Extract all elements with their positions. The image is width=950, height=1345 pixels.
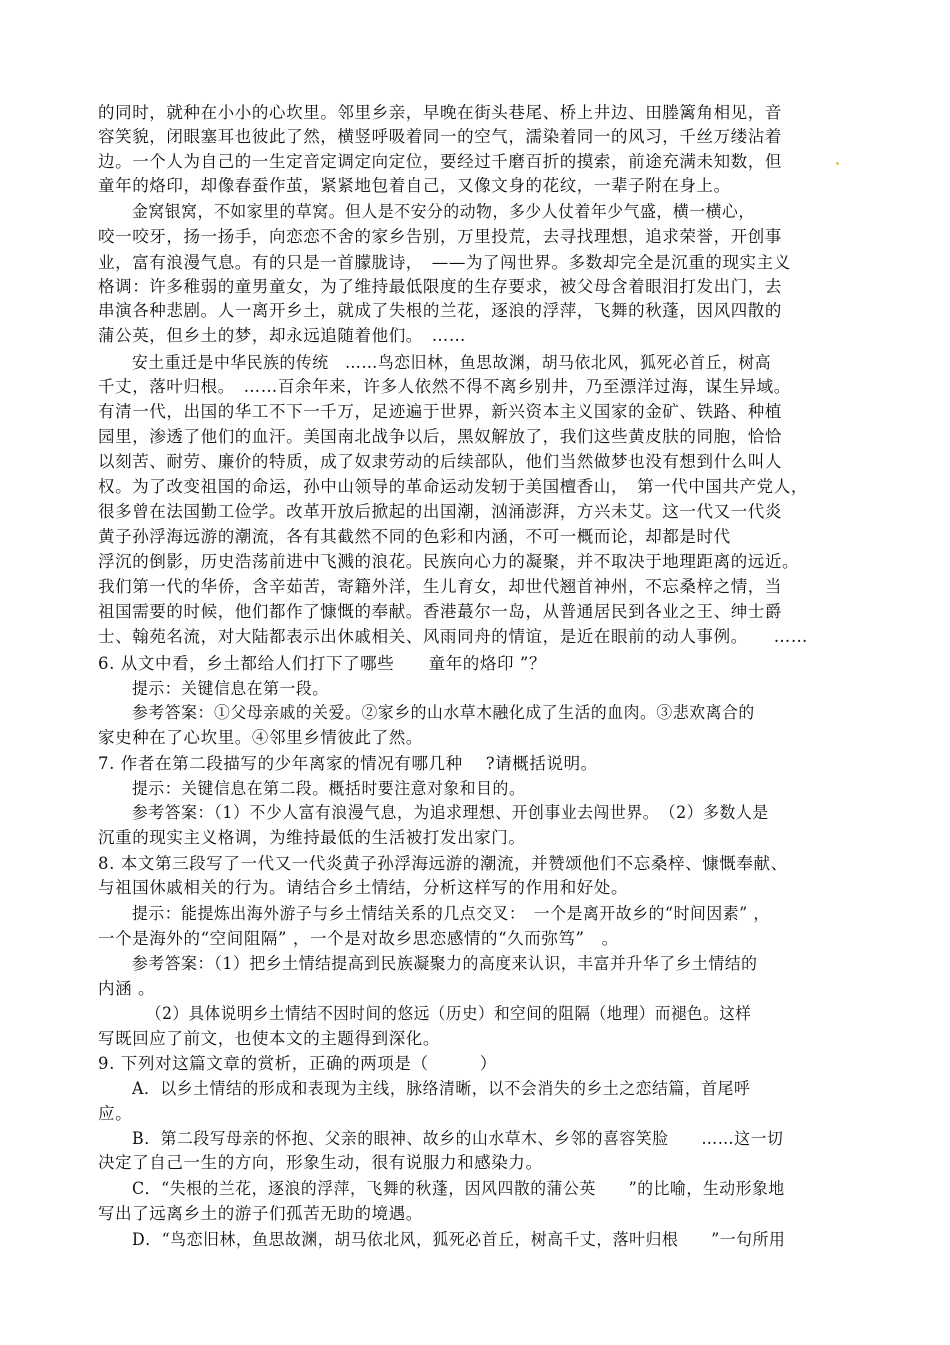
text-line: 蒲公英，但乡土的梦，却永远追随着他们。 ……	[98, 326, 466, 345]
option-c-cont: 写出了远离乡土的游子们孤苦无助的境遇。	[98, 1204, 423, 1223]
question-9: 9. 下列对这篇文章的赏析，正确的两项是（ ）	[98, 1054, 497, 1073]
hint-7: 提示：关键信息在第二段。概括时要注意对象和目的。	[132, 779, 526, 798]
option-b: B．第二段写母亲的怀抱、父亲的眼神、故乡的山水草木、乡邻的喜容笑脸 ……这一切	[132, 1129, 784, 1148]
option-a-cont: 应。	[98, 1104, 133, 1123]
text-line: 以刻苦、耐劳、廉价的特质，成了奴隶劳动的后续部队，他们当然做梦也没有想到什么叫人	[98, 452, 782, 471]
question-7: 7. 作者在第二段描写的少年离家的情况有哪几种 ?请概括说明。	[98, 754, 598, 773]
text-line: 园里，渗透了他们的血汗。美国南北战争以后，黑奴解放了，我们这些黄皮肤的同胞，恰恰	[98, 427, 782, 446]
option-a: A．以乡土情结的形成和表现为主线，脉络清晰，以不会消失的乡土之恋结篇，首尾呼	[132, 1079, 751, 1098]
text-line: 咬一咬牙，扬一扬手，向恋恋不舍的家乡告别，万里投荒，去寻找理想，追求荣誉，开创事	[98, 227, 782, 246]
answer-8-part2: （2）具体说明乡土情结不因时间的悠远（历史）和空间的阻隔（地理）而褪色。这样	[146, 1004, 752, 1023]
paragraph-start: 金窝银窝，不如家里的草窝。但人是不安分的动物，多少人仗着年少气盛，横一横心，	[132, 202, 755, 221]
text-line: 童年的烙印，却像春蚕作茧，紧紧地包着自己，又像文身的花纹，一辈子附在身上。	[98, 176, 731, 195]
text-line: 祖国需要的时候，他们都作了慷慨的奉献。香港蕞尔一岛，从普通居民到各业之王、绅士爵	[98, 602, 782, 621]
text-line: 有清一代，出国的华工不下一千万，足迹遍于世界，新兴资本主义国家的金矿、铁路、种植	[98, 402, 782, 421]
text-line: 浮沉的倒影，历史浩荡前进中飞溅的浪花。民族向心力的凝聚，并不取决于地理距离的远近。	[98, 552, 800, 571]
text-line: 权。为了改变祖国的命运，孙中山领导的革命运动发轫于美国檀香山， 第一代中国共产党人，	[98, 477, 808, 496]
question-8: 8. 本文第三段写了一代又一代炎黄子孙浮海远游的潮流，并赞颂他们不忘桑梓、慷慨奉献、	[98, 854, 788, 873]
answer-8-cont: 内涵 。	[98, 979, 156, 998]
answer-7-cont: 沉重的现实主义格调，为维持最低的生活被打发出家门。	[98, 828, 526, 847]
text-line: 格调：许多稚弱的童男童女，为了维持最低限度的生存要求，被父母含着眼泪打发出门，去	[98, 277, 782, 296]
question-6: 6. 从文中看，乡土都给人们打下了哪些 童年的烙印 ”？	[98, 654, 547, 673]
option-c: C．“失根的兰花，逐浪的浮萍，飞舞的秋蓬，因风四散的蒲公英 ”的比喻，生动形象地	[132, 1179, 785, 1198]
answer-6-cont: 家史种在了心坎里。④邻里乡情彼此了然。	[98, 728, 423, 747]
answer-8-part2-cont: 写既回应了前文，也使本文的主题得到深化。	[98, 1029, 440, 1048]
text-line: 串演各种悲剧。人一离开乡土，就成了失根的兰花，逐浪的浮萍，飞舞的秋蓬，因风四散的	[98, 301, 782, 320]
hint-8: 提示：能提炼出海外游子与乡土情结关系的几点交叉： 一个是离开故乡的“时间因素” ，	[132, 904, 770, 923]
text-line: 千丈，落叶归根。 ……百余年来，许多人依然不得不离乡别井，乃至漂洋过海，谋生异域。	[98, 377, 791, 396]
option-d: D．“鸟恋旧林，鱼思故渊，胡马依北风，狐死必首丘，树高千丈，落叶归根 ”一句所用	[132, 1230, 786, 1249]
paragraph-start: 安土重迁是中华民族的传统 ……鸟恋旧林，鱼思故渊，胡马依北风，狐死必首丘，树高	[132, 353, 772, 372]
text-line: 士、翰苑名流，对大陆都表示出休戚相关、风雨同舟的情谊，是近在眼前的动人事例。 ……	[98, 627, 808, 646]
text-line: 很多曾在法国勤工俭学。改革开放后掀起的出国潮，汹涌澎湃，方兴未艾。这一代又一代炎	[98, 502, 782, 521]
answer-6: 参考答案：①父母亲戚的关爱。②家乡的山水草木融化成了生活的血肉。③悲欢离合的	[132, 703, 755, 722]
answer-8: 参考答案：（1）把乡土情结提高到民族凝聚力的高度来认识，丰富并升华了乡土情结的	[132, 954, 758, 973]
option-b-cont: 决定了自己一生的方向，形象生动，很有说服力和感染力。	[98, 1153, 543, 1172]
text-line: 边。一个人为自己的一生定音定调定向定位，要经过千磨百折的摸索，前途充满未知数，但	[98, 152, 782, 171]
text-line: 容笑貌，闭眼塞耳也彼此了然，横竖呼吸着同一的空气，濡染着同一的风习，千丝万缕沾着	[98, 127, 782, 146]
text-line: 黄子孙浮海远游的潮流，各有其截然不同的色彩和内涵，不可一概而论，却都是时代	[98, 527, 731, 546]
text-line: 的同时，就种在小小的心坎里。邻里乡亲，早晚在街头巷尾、桥上井边、田塍篱角相见，音	[98, 103, 782, 122]
answer-7: 参考答案：（1）不少人富有浪漫气息，为追求理想、开创事业去闯世界。 （2）多数人是	[132, 803, 769, 822]
hint-8-cont: 一个是海外的“空间阻隔” ，一个是对故乡思恋感情的“久而弥笃” 。	[98, 929, 619, 948]
hint-6: 提示：关键信息在第一段。	[132, 679, 329, 698]
text-line: 我们第一代的华侨，含辛茹苦，寄籍外洋，生儿育女，却世代翘首神州，不忘桑梓之情，当	[98, 577, 782, 596]
text-line: 业，富有浪漫气息。有的只是一首朦胧诗， ——为了闯世界。多数却完全是沉重的现实主义	[98, 253, 791, 272]
question-8-cont: 与祖国休戚相关的行为。请结合乡土情结，分析这样写的作用和好处。	[98, 878, 629, 897]
